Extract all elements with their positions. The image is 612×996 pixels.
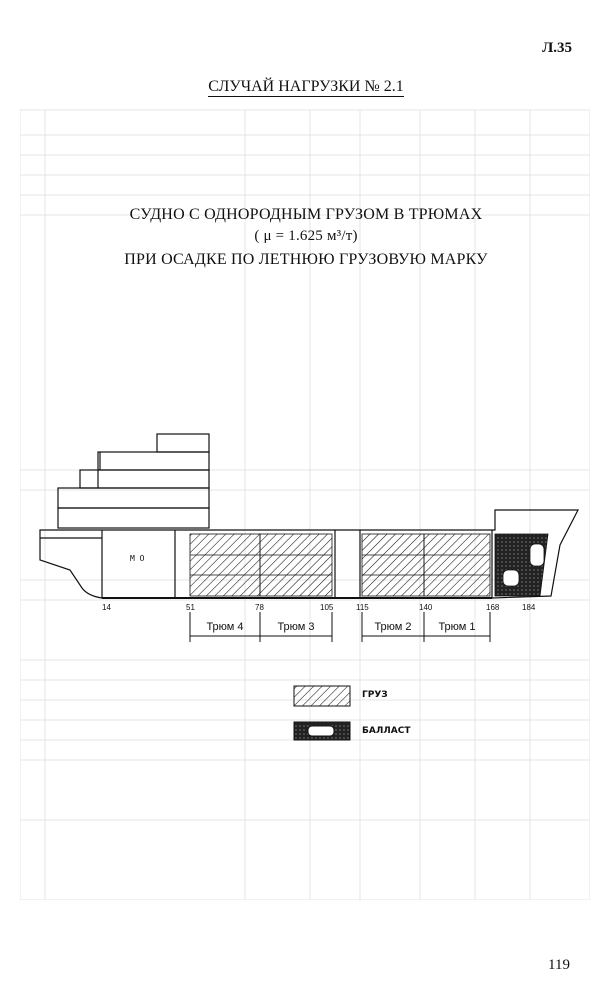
case-title-text: СЛУЧАЙ НАГРУЗКИ № 2.1 <box>208 78 404 95</box>
hold-2-label: Трюм 2 <box>374 621 412 633</box>
frame-number-140: 140 <box>419 603 433 612</box>
sheet-label: Л.35 <box>542 40 572 56</box>
frame-number-78: 78 <box>255 603 264 612</box>
frame-number-51: 51 <box>186 603 195 612</box>
cargo-hold-1 <box>424 534 490 596</box>
cargo-hold-2 <box>362 534 424 596</box>
superstructure-tier-2 <box>58 488 209 508</box>
hold-1-label: Трюм 1 <box>438 621 476 633</box>
frame-number-168: 168 <box>486 603 500 612</box>
frame-number-184: 184 <box>522 603 536 612</box>
frame-number-115: 115 <box>356 603 369 612</box>
hold-3-label: Трюм 3 <box>277 621 315 633</box>
frame-number-105: 105 <box>320 603 334 612</box>
superstructure-tier-5 <box>157 434 209 452</box>
page-number: 119 <box>548 957 570 973</box>
ship-loading-diagram <box>0 420 612 650</box>
engine-room-label: М О <box>130 554 145 563</box>
hold-4-label: Трюм 4 <box>206 621 244 633</box>
ballast-legend-label: БАЛЛАСТ <box>362 726 411 736</box>
frame-number-14: 14 <box>102 603 111 612</box>
legend <box>290 684 450 744</box>
case-title <box>0 78 612 96</box>
superstructure-tier-4 <box>98 452 209 470</box>
cargo-legend-label: ГРУЗ <box>362 690 388 700</box>
heading-line-2: ( μ = 1.625 м³/т) <box>254 228 358 244</box>
cargo-hold-4 <box>190 534 260 596</box>
superstructure-tier-1 <box>58 508 209 528</box>
heading-line-1: СУДНО С ОДНОРОДНЫМ ГРУЗОМ В ТРЮМАХ <box>129 206 483 223</box>
frame-numbers <box>102 603 536 612</box>
heading-line-3: ПРИ ОСАДКЕ ПО ЛЕТНЮЮ ГРУЗОВУЮ МАРКУ <box>124 251 488 268</box>
superstructure-tier-3 <box>80 470 209 488</box>
cargo-hold-3 <box>260 534 332 596</box>
cargo-legend-swatch <box>294 686 350 706</box>
